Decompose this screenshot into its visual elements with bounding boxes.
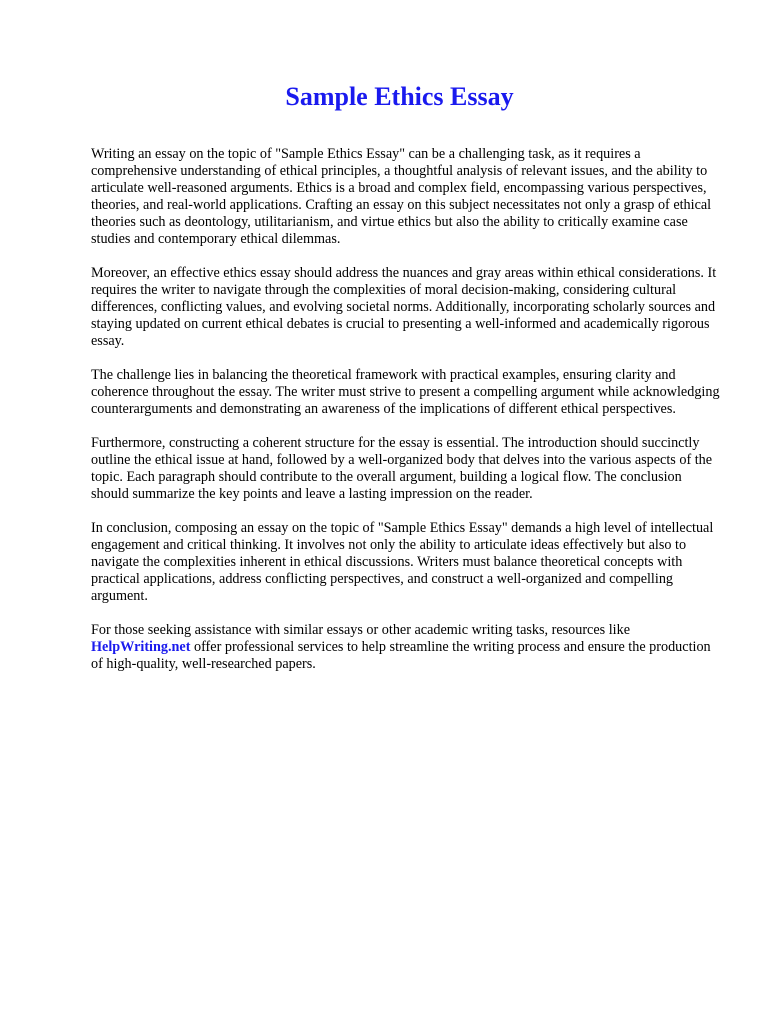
closing-text-before-link: For those seeking assistance with similar essays or other academic writing tasks, resources like bbox=[91, 622, 630, 638]
paragraph-intro: Writing an essay on the topic of "Sample Ethics Essay" can be a challenging task, as it requires a comprehensive understanding of ethical principles, a thoughtful analysis of relevant issues, and the ability to articulate well-reasoned arguments. Ethics is a broad and complex field, encompassing various perspectives, theories, and real-world applications. Crafting an essay on this subject necessitates not only a grasp of ethical theories such as deontology, utilitarianism, and virtue ethics but also the ability to critically examine case studies and contemporary ethical dilemmas. bbox=[91, 146, 712, 247]
document-title: Sample Ethics Essay bbox=[285, 82, 514, 111]
paragraph-conclusion: In conclusion, composing an essay on the topic of "Sample Ethics Essay" demands a high level of intellectual engagement and critical thinking. It involves not only the ability to articulate ideas effectively but also to navigate the complexities inherent in ethical discussions. Writers must balance theoretical concepts with practical applications, address conflicting perspectives, and construct a well-organized and compelling argument. bbox=[91, 520, 714, 604]
paragraph-closing bbox=[91, 622, 720, 673]
document-body bbox=[91, 146, 720, 673]
paragraph-nuances: Moreover, an effective ethics essay should address the nuances and gray areas within ethical considerations. It requires the writer to navigate through the complexities of moral decision-making, considering cultural differences, conflicting values, and evolving societal norms. Additionally, incorporating scholarly sources and staying updated on current ethical debates is crucial to presenting a well-informed and academically rigorous essay. bbox=[91, 265, 717, 349]
paragraph-challenge: The challenge lies in balancing the theoretical framework with practical examples, ensuring clarity and coherence throughout the essay. The writer must strive to present a compelling argument while acknowledging counterarguments and demonstrating an awareness of the implications of different ethical perspectives. bbox=[91, 367, 720, 417]
closing-text-after-link: offer professional services to help streamline the writing process and ensure the production of high-quality, well-researched papers. bbox=[91, 639, 711, 672]
helpwriting-link[interactable]: HelpWriting.net bbox=[91, 639, 191, 655]
paragraph-structure: Furthermore, constructing a coherent structure for the essay is essential. The introduction should succinctly outline the ethical issue at hand, followed by a well-organized body that delves into the various aspects of the topic. Each paragraph should contribute to the overall argument, building a logical flow. The conclusion should summarize the key points and leave a lasting impression on the reader. bbox=[91, 435, 713, 502]
